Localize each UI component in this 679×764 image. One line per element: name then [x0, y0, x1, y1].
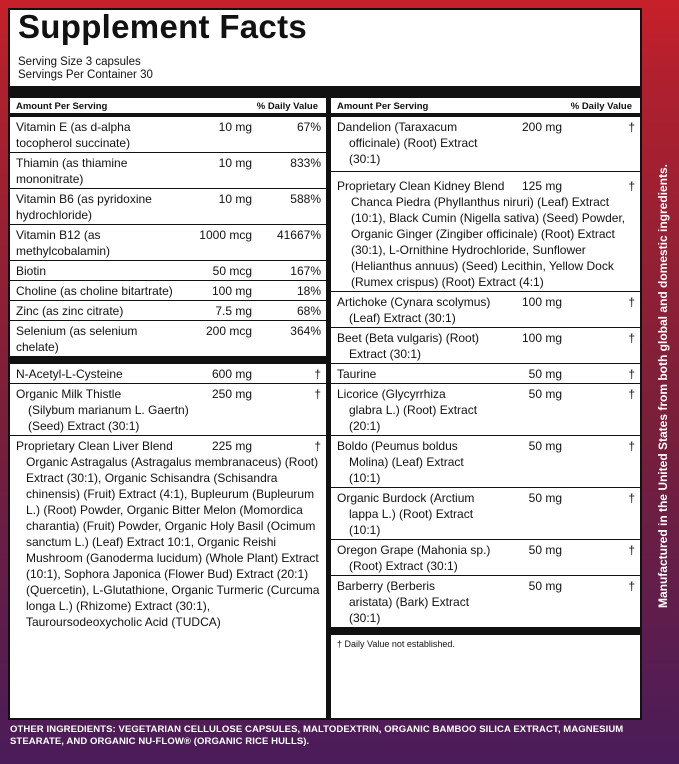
nutrient-dv: 18%	[296, 284, 321, 298]
nutrient-dv: 67%	[296, 120, 321, 134]
dv-footnote: † Daily Value not established.	[337, 639, 455, 649]
nutrient-name: Boldo (Peumus boldus	[337, 439, 458, 453]
nutrient-amount: 100 mg	[521, 295, 562, 309]
nutrient-dv: 41667%	[276, 228, 321, 242]
blend-amount: 225 mg	[211, 439, 252, 453]
dv-header: % Daily Value	[570, 101, 632, 112]
nutrient-row	[10, 225, 326, 261]
amount-header: Amount Per Serving	[337, 101, 429, 112]
nutrient-row	[10, 281, 326, 301]
nutrient-name: Oregon Grape (Mahonia sp.)	[337, 543, 491, 557]
nutrient-amount: 50 mcg	[212, 264, 252, 278]
nutrient-amount: 10 mg	[218, 120, 252, 134]
nutrient-name: Vitamin B6 (as pyridoxine hydrochloride)	[16, 192, 152, 222]
servings-per-container: Servings Per Container 30	[18, 69, 153, 81]
nutrient-row	[10, 153, 326, 189]
nutrient-row	[331, 436, 640, 488]
blend-row	[331, 172, 640, 292]
other-ingredients: OTHER INGREDIENTS: VEGETARIAN CELLULOSE CAPSULES, MALTODEXTRIN, ORGANIC BAMBOO SILICA EXTRACT, MAGNESIUM STEARATE, AND ORGANIC NU-FLOW® (ORGANIC RICE HULLS).	[10, 724, 624, 747]
section-rule	[331, 627, 640, 635]
nutrient-name: Licorice (Glycyrrhiza	[337, 387, 446, 401]
nutrient-dv: 588%	[290, 192, 321, 206]
nutrient-name: Barberry (Berberis	[337, 579, 436, 593]
nutrient-row	[331, 292, 640, 328]
nutrient-dv: 167%	[290, 264, 321, 278]
nutrient-row	[10, 384, 326, 436]
nutrient-row	[10, 364, 326, 384]
nutrient-dv: †	[314, 387, 321, 401]
nutrient-name: Vitamin B12 (as methylcobalamin)	[16, 228, 111, 258]
nutrient-name-detail: Extract (30:1)	[349, 347, 422, 361]
nutrient-dv: †	[628, 331, 635, 345]
nutrient-dv: 68%	[296, 304, 321, 318]
nutrient-name: Organic Milk Thistle	[16, 387, 122, 401]
nutrient-amount: 1000 mcg	[199, 228, 252, 242]
nutrient-amount: 10 mg	[218, 156, 252, 170]
nutrient-dv: †	[314, 367, 321, 381]
right-column	[331, 98, 640, 718]
nutrient-row	[10, 261, 326, 281]
nutrient-name: Vitamin E (as d-alpha tocopherol succinate)	[16, 120, 131, 150]
nutrient-amount: 250 mg	[211, 387, 252, 401]
nutrient-row	[10, 321, 326, 356]
nutrient-dv: †	[628, 491, 635, 505]
nutrient-row	[10, 301, 326, 321]
facts-columns	[10, 98, 640, 718]
nutrient-row	[10, 189, 326, 225]
nutrient-dv: †	[628, 543, 635, 557]
nutrient-amount: 7.5 mg	[215, 304, 252, 318]
nutrient-dv: 833%	[290, 156, 321, 170]
nutrient-name: Organic Burdock (Arctium	[337, 491, 475, 505]
blend-amount: 125 mg	[521, 179, 562, 193]
supplement-facts-panel	[8, 8, 642, 720]
nutrient-name-detail: aristata) (Bark) Extract (30:1)	[349, 595, 470, 625]
nutrient-row	[331, 328, 640, 364]
blend-name: Proprietary Clean Liver Blend	[16, 439, 173, 453]
left-header	[10, 98, 326, 113]
nutrient-amount: 50 mg	[528, 543, 562, 557]
blend-ingredients: Organic Astragalus (Astragalus membranaceus) (Root) Extract (30:1), Organic Schisandra (Schisandra chinensis) (Fruit) Extract (4:1), Bupleurum (Bupleurum L.) (Root) Powder, Organic Bitter Melon (Momordica charantia) (Fruit) Powder, Organic Holy Basil (Ocimum sanctum L.) (Leaf) Extract 10:1, Organic Reishi Mushroom (Ganoderma lucidum) (Whole Plant) Extract (10:1), Sophora Japonica (Flower Bud) Extract (20:1) (Quercetin), L-Glutathione, Organic Turmeric (Curcuma longa L.) (Rhizome) Extract (30:1), Tauroursodeoxycholic Acid (TUDCA)	[26, 455, 320, 629]
right-header	[331, 98, 640, 113]
nutrient-name-detail: officinale) (Root) Extract (30:1)	[349, 136, 478, 166]
nutrient-row	[331, 117, 640, 172]
amount-header: Amount Per Serving	[16, 101, 108, 112]
nutrient-amount: 200 mg	[521, 120, 562, 134]
nutrient-name: Selenium (as selenium chelate)	[16, 324, 138, 354]
nutrient-name: Thiamin (as thiamine mononitrate)	[16, 156, 128, 186]
nutrient-name: Artichoke (Cynara scolymus)	[337, 295, 491, 309]
nutrient-name: Dandelion (Taraxacum	[337, 120, 458, 134]
blend-ingredients: Chanca Piedra (Phyllanthus niruri) (Leaf) Extract (10:1), Black Cumin (Nigella sativa) (Seed) Powder, Organic Ginger (Zingiber officinale) (Root) Extract (30:1), L-Ornithine Hydrochloride, Sunflower (Helianthus annuus) (Seed) Lecithin, Yellow Dock (Rumex crispus) (Root) Extract (4:1)	[351, 195, 626, 289]
panel-title: Supplement Facts	[18, 8, 308, 45]
nutrient-row	[331, 364, 640, 384]
nutrient-name-detail: glabra L.) (Root) Extract (20:1)	[349, 403, 478, 433]
section-rule	[10, 356, 326, 364]
nutrient-name: Choline (as choline bitartrate)	[16, 284, 173, 298]
blend-row	[10, 436, 326, 631]
left-column	[10, 98, 326, 718]
blend-dv: †	[314, 439, 321, 453]
nutrient-name: N-Acetyl-L-Cysteine	[16, 367, 123, 381]
nutrient-row	[331, 540, 640, 576]
top-rule	[10, 86, 640, 98]
nutrient-amount: 600 mg	[211, 367, 252, 381]
nutrient-dv: †	[628, 120, 635, 134]
nutrient-dv: †	[628, 295, 635, 309]
nutrient-name: Zinc (as zinc citrate)	[16, 304, 124, 318]
nutrient-name-detail: (Silybum marianum L. Gaertn) (Seed) Extract (30:1)	[28, 403, 189, 433]
nutrient-amount: 200 mcg	[205, 324, 252, 338]
nutrient-row	[10, 117, 326, 153]
nutrient-amount: 50 mg	[528, 439, 562, 453]
nutrient-dv: †	[628, 439, 635, 453]
nutrient-name: Biotin	[16, 264, 47, 278]
nutrient-amount: 100 mg	[521, 331, 562, 345]
dv-header: % Daily Value	[256, 101, 318, 112]
nutrient-row	[331, 488, 640, 540]
nutrient-name-detail: lappa L.) (Root) Extract (10:1)	[349, 507, 474, 537]
nutrient-amount: 10 mg	[218, 192, 252, 206]
blend-dv: †	[628, 179, 635, 193]
nutrient-amount: 100 mg	[211, 284, 252, 298]
nutrient-name-detail: Molina) (Leaf) Extract (10:1)	[349, 455, 464, 485]
manufacturing-statement: Manufactured in the United States from both global and domestic ingredients.	[656, 163, 670, 609]
nutrient-amount: 50 mg	[528, 387, 562, 401]
nutrient-name: Taurine	[337, 367, 377, 381]
nutrient-amount: 50 mg	[528, 367, 562, 381]
nutrient-dv: 364%	[290, 324, 321, 338]
nutrient-name-detail: (Root) Extract (30:1)	[349, 559, 458, 573]
nutrient-row	[331, 576, 640, 627]
nutrient-name-detail: (Leaf) Extract (30:1)	[349, 311, 456, 325]
blend-name: Proprietary Clean Kidney Blend	[337, 179, 505, 193]
serving-size: Serving Size 3 capsules	[18, 56, 141, 68]
nutrient-name: Beet (Beta vulgaris) (Root)	[337, 331, 480, 345]
nutrient-dv: †	[628, 387, 635, 401]
nutrient-row	[331, 384, 640, 436]
nutrient-amount: 50 mg	[528, 579, 562, 593]
nutrient-dv: †	[628, 367, 635, 381]
nutrient-dv: †	[628, 579, 635, 593]
nutrient-amount: 50 mg	[528, 491, 562, 505]
